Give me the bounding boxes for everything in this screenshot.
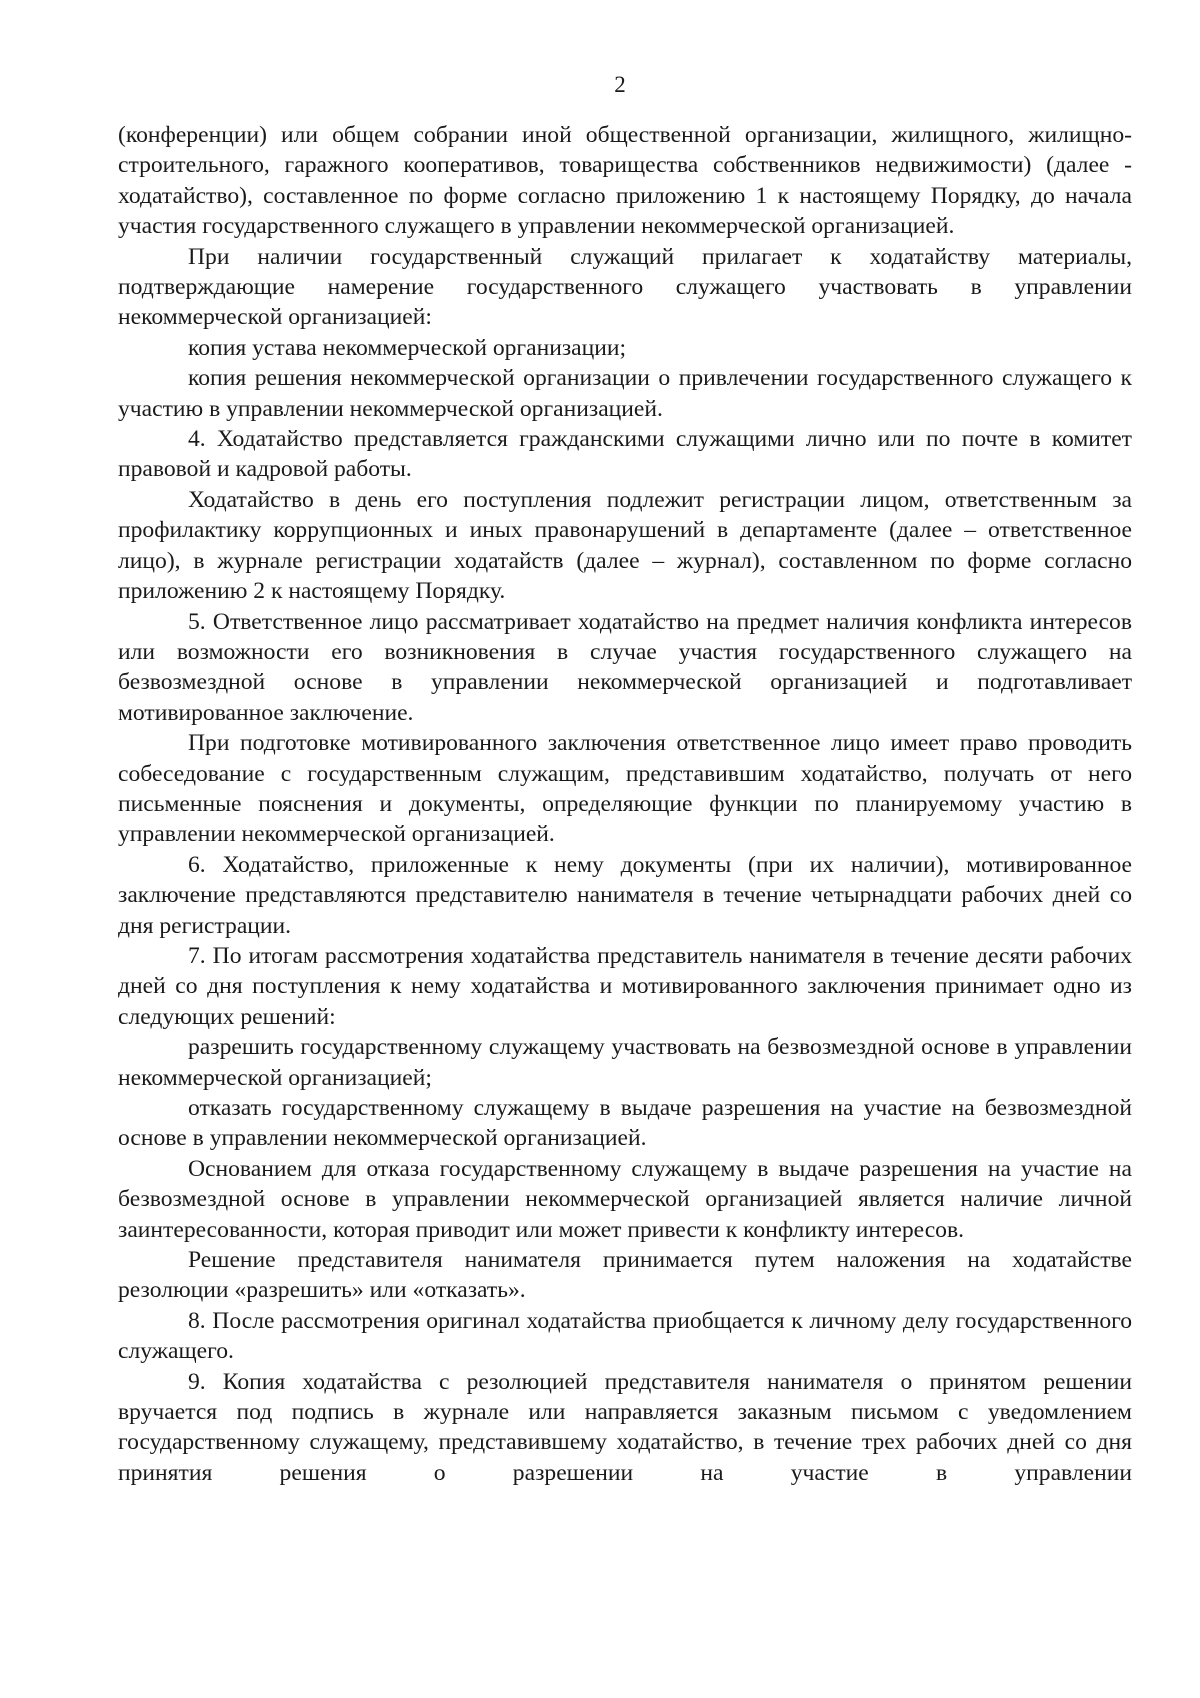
paragraph: отказать государственному служащему в выдаче разрешения на участие на безвозмездной основе в управлении некоммерческой организацией. — [118, 1095, 1132, 1152]
paragraph: Основанием для отказа государственному служащему в выдаче разрешения на участие на безвозмездной основе в управлении некоммерческой организацией является наличие личной заинтересованности, которая приводит или может привести к конфликту интересов. — [118, 1155, 1132, 1243]
page-number: 2 — [614, 72, 626, 97]
paragraph: (конференции) или общем собрании иной общественной организации, жилищного, жилищно-строительного, гаражного кооперативов, товарищества собственников недвижимости) (далее - ходатайство), составленное по форме согласно приложению 1 к настоящему Порядку, до начала участия государственного служащего в управлении некоммерческой организацией. — [118, 122, 1132, 240]
paragraph: При наличии государственный служащий прилагает к ходатайству материалы, подтверждающие намерение государственного служащего участвовать в управлении некоммерческой организацией: — [118, 243, 1132, 331]
paragraph: копия устава некоммерческой организации; — [188, 334, 627, 361]
paragraph: 4. Ходатайство представляется гражданскими служащими лично или по почте в комитет правовой и кадровой работы. — [118, 426, 1132, 483]
paragraph: 7. По итогам рассмотрения ходатайства представитель нанимателя в течение десяти рабочих дней со дня поступления к нему ходатайства и мотивированного заключения принимает одно из следующих решений: — [118, 942, 1132, 1030]
document-body — [118, 120, 1132, 1488]
paragraph: При подготовке мотивированного заключения ответственное лицо имеет право проводить собеседование с государственным служащим, представившим ходатайство, получать от него письменные пояснения и документы, определяющие функции по планируемому участию в управлении некоммерческой организацией. — [118, 730, 1132, 848]
paragraph: Решение представителя нанимателя принимается путем наложения на ходатайстве резолюции «разрешить» или «отказать». — [118, 1247, 1132, 1304]
paragraph: 9. Копия ходатайства с резолюцией представителя нанимателя о принятом решении вручается под подпись в журнале или направляется заказным письмом с уведомлением государственному служащему, представившему ходатайство, в течение трех рабочих дней со дня принятия решения о разрешении на участие в управлении — [118, 1368, 1132, 1486]
paragraph: 6. Ходатайство, приложенные к нему документы (при их наличии), мотивированное заключение представляются представителю нанимателя в течение четырнадцати рабочих дней со дня регистрации. — [118, 851, 1132, 939]
paragraph: копия решения некоммерческой организации о привлечении государственного служащего к участию в управлении некоммерческой организацией. — [118, 365, 1132, 422]
paragraph: разрешить государственному служащему участвовать на безвозмездной основе в управлении некоммерческой организацией; — [118, 1034, 1132, 1091]
paragraph: Ходатайство в день его поступления подлежит регистрации лицом, ответственным за профилактику коррупционных и иных правонарушений в департаменте (далее – ответственное лицо), в журнале регистрации ходатайств (далее – журнал), составленном по форме согласно приложению 2 к настоящему Порядку. — [118, 486, 1132, 605]
paragraph: 5. Ответственное лицо рассматривает ходатайство на предмет наличия конфликта интересов или возможности его возникновения в случае участия государственного служащего на безвозмездной основе в управлении некоммерческой организацией и подготавливает мотивированное заключение. — [118, 608, 1132, 726]
paragraph: 8. После рассмотрения оригинал ходатайства приобщается к личному делу государственного служащего. — [118, 1307, 1132, 1365]
